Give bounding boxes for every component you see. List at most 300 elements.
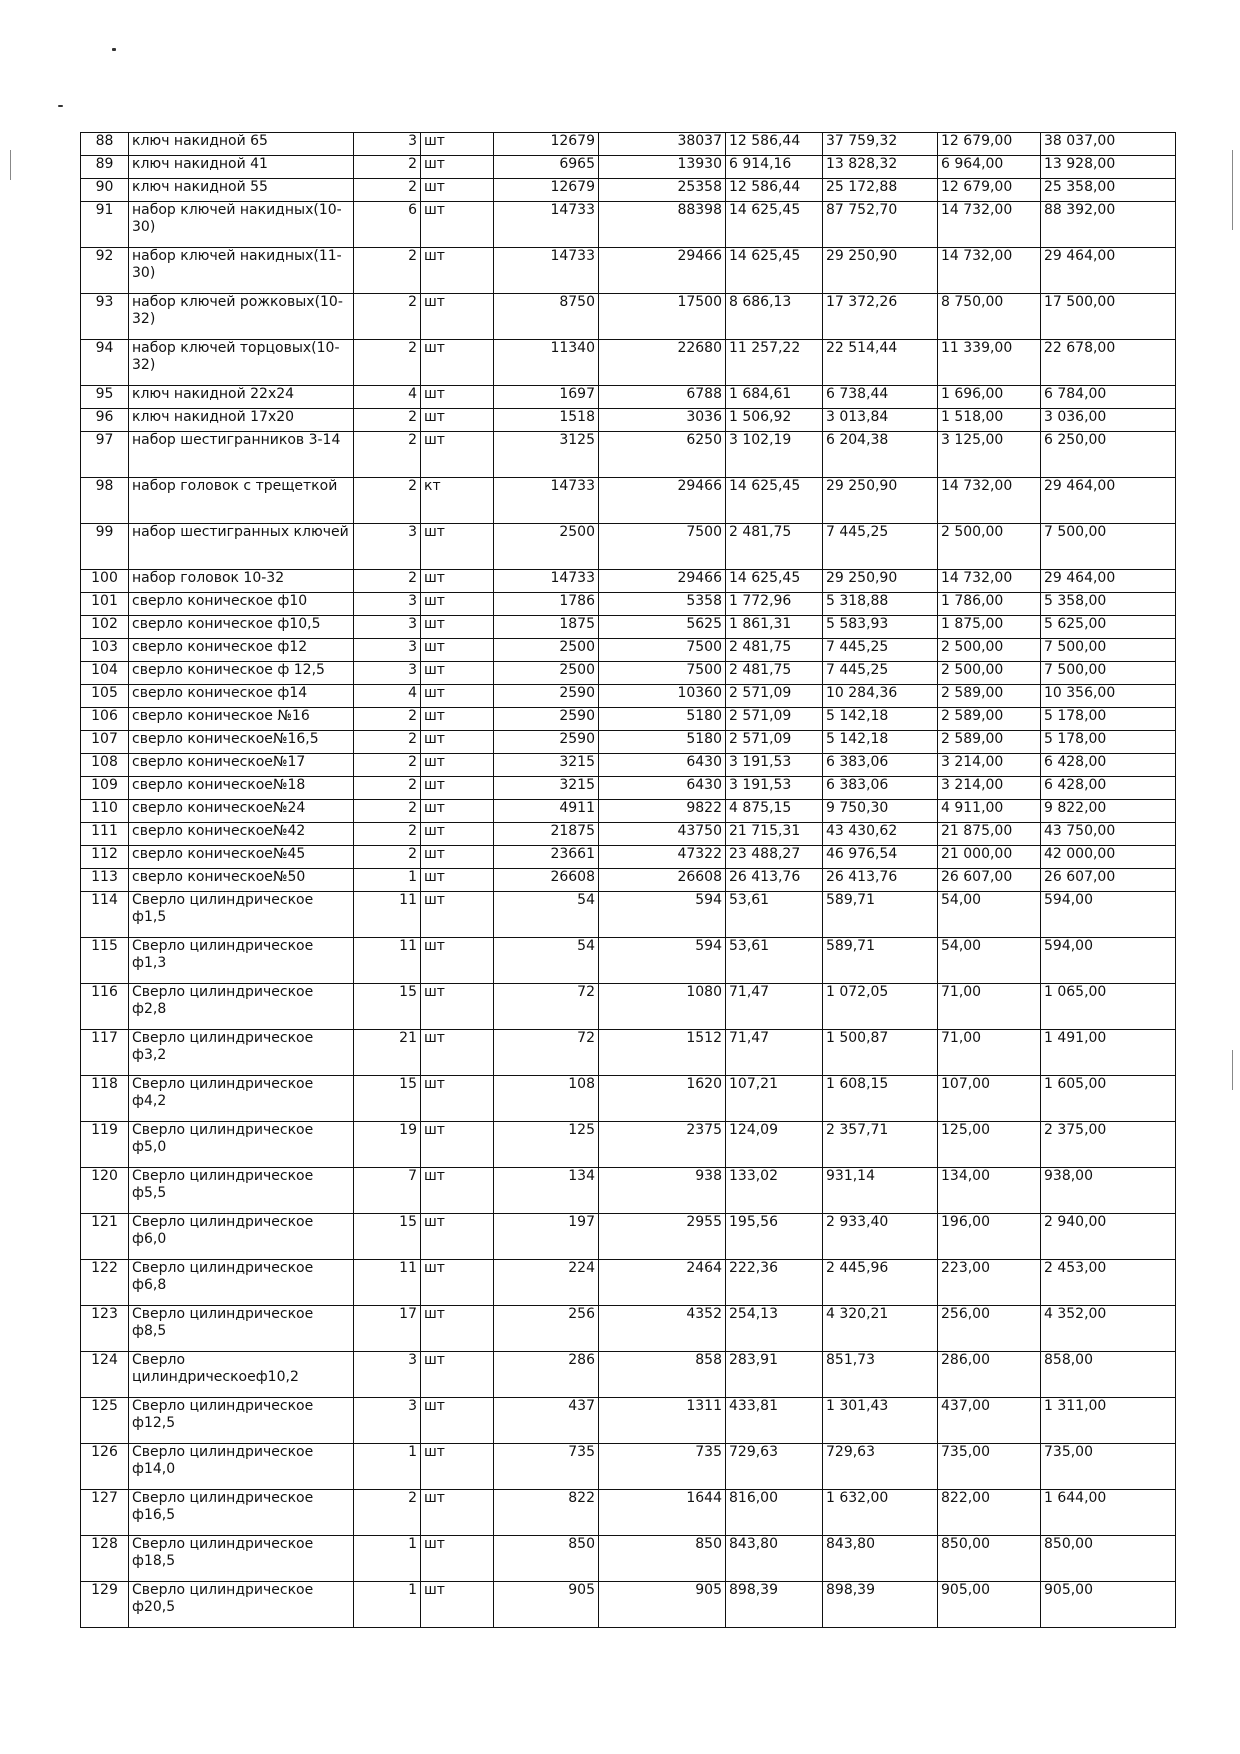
- sum-cell: 4352: [599, 1306, 726, 1352]
- price-2-cell: 2 571,09: [726, 708, 823, 731]
- sum-cell: 29466: [599, 570, 726, 593]
- price-3-cell: 3 214,00: [938, 754, 1041, 777]
- sum-2-cell: 5 142,18: [823, 731, 938, 754]
- price-3-cell: 134,00: [938, 1168, 1041, 1214]
- price-cell: 3125: [494, 432, 599, 478]
- price-2-cell: 3 191,53: [726, 777, 823, 800]
- price-cell: 6965: [494, 156, 599, 179]
- item-name-cell: сверло коническое№18: [129, 777, 354, 800]
- sum-cell: 5180: [599, 731, 726, 754]
- price-2-cell: 2 571,09: [726, 685, 823, 708]
- sum-cell: 2464: [599, 1260, 726, 1306]
- unit-cell: шт: [421, 938, 494, 984]
- quantity-cell: 2: [354, 248, 421, 294]
- unit-cell: шт: [421, 1030, 494, 1076]
- sum-3-cell: 594,00: [1041, 892, 1176, 938]
- item-name-cell: сверло коническое№42: [129, 823, 354, 846]
- sum-2-cell: 1 500,87: [823, 1030, 938, 1076]
- item-name-cell: сверло коническое№16,5: [129, 731, 354, 754]
- sum-3-cell: 1 491,00: [1041, 1030, 1176, 1076]
- table-row: [81, 1214, 1176, 1260]
- item-name-cell: набор ключей рожковых(10-32): [129, 294, 354, 340]
- price-2-cell: 3 191,53: [726, 754, 823, 777]
- item-name-cell: сверло коническое№24: [129, 800, 354, 823]
- price-3-cell: 196,00: [938, 1214, 1041, 1260]
- row-number-cell: 100: [81, 570, 129, 593]
- price-3-cell: 2 589,00: [938, 708, 1041, 731]
- price-3-cell: 3 214,00: [938, 777, 1041, 800]
- row-number-cell: 99: [81, 524, 129, 570]
- price-cell: 54: [494, 892, 599, 938]
- price-2-cell: 1 684,61: [726, 386, 823, 409]
- price-3-cell: 26 607,00: [938, 869, 1041, 892]
- price-cell: 54: [494, 938, 599, 984]
- table-row: [81, 1352, 1176, 1398]
- price-cell: 822: [494, 1490, 599, 1536]
- sum-2-cell: 5 318,88: [823, 593, 938, 616]
- sum-2-cell: 7 445,25: [823, 524, 938, 570]
- unit-cell: шт: [421, 662, 494, 685]
- table-row: [81, 156, 1176, 179]
- item-name-cell: набор ключей накидных(10-30): [129, 202, 354, 248]
- row-number-cell: 93: [81, 294, 129, 340]
- sum-cell: 594: [599, 892, 726, 938]
- row-number-cell: 118: [81, 1076, 129, 1122]
- scan-edge-mark: [10, 150, 11, 180]
- row-number-cell: 111: [81, 823, 129, 846]
- price-2-cell: 26 413,76: [726, 869, 823, 892]
- sum-3-cell: 850,00: [1041, 1536, 1176, 1582]
- sum-cell: 3036: [599, 409, 726, 432]
- sum-cell: 38037: [599, 133, 726, 156]
- sum-2-cell: 3 013,84: [823, 409, 938, 432]
- price-3-cell: 1 518,00: [938, 409, 1041, 432]
- item-name-cell: Сверло цилиндрическое ф2,8: [129, 984, 354, 1030]
- price-cell: 1786: [494, 593, 599, 616]
- item-name-cell: сверло коническое№45: [129, 846, 354, 869]
- sum-3-cell: 858,00: [1041, 1352, 1176, 1398]
- quantity-cell: 4: [354, 386, 421, 409]
- sum-3-cell: 5 625,00: [1041, 616, 1176, 639]
- price-2-cell: 71,47: [726, 984, 823, 1030]
- row-number-cell: 120: [81, 1168, 129, 1214]
- price-3-cell: 1 875,00: [938, 616, 1041, 639]
- sum-cell: 1311: [599, 1398, 726, 1444]
- scan-speck: [58, 105, 63, 107]
- sum-cell: 1512: [599, 1030, 726, 1076]
- sum-3-cell: 5 178,00: [1041, 708, 1176, 731]
- table-row: [81, 1490, 1176, 1536]
- price-cell: 256: [494, 1306, 599, 1352]
- sum-2-cell: 6 204,38: [823, 432, 938, 478]
- item-name-cell: Сверло цилиндрическое ф14,0: [129, 1444, 354, 1490]
- sum-3-cell: 2 375,00: [1041, 1122, 1176, 1168]
- price-3-cell: 437,00: [938, 1398, 1041, 1444]
- item-name-cell: набор шестигранников 3-14: [129, 432, 354, 478]
- quantity-cell: 1: [354, 1582, 421, 1628]
- sum-cell: 850: [599, 1536, 726, 1582]
- price-cell: 286: [494, 1352, 599, 1398]
- sum-2-cell: 2 933,40: [823, 1214, 938, 1260]
- item-name-cell: сверло коническое ф10: [129, 593, 354, 616]
- quantity-cell: 2: [354, 708, 421, 731]
- sum-cell: 13930: [599, 156, 726, 179]
- row-number-cell: 95: [81, 386, 129, 409]
- item-name-cell: ключ накидной 22х24: [129, 386, 354, 409]
- sum-2-cell: 26 413,76: [823, 869, 938, 892]
- table-row: [81, 593, 1176, 616]
- item-name-cell: сверло коническое ф10,5: [129, 616, 354, 639]
- row-number-cell: 104: [81, 662, 129, 685]
- unit-cell: шт: [421, 1444, 494, 1490]
- price-cell: 12679: [494, 179, 599, 202]
- table-body: [81, 133, 1176, 1628]
- sum-3-cell: 26 607,00: [1041, 869, 1176, 892]
- unit-cell: шт: [421, 340, 494, 386]
- price-2-cell: 2 481,75: [726, 524, 823, 570]
- unit-cell: шт: [421, 524, 494, 570]
- sum-3-cell: 6 784,00: [1041, 386, 1176, 409]
- quantity-cell: 3: [354, 133, 421, 156]
- price-3-cell: 54,00: [938, 938, 1041, 984]
- sum-cell: 5180: [599, 708, 726, 731]
- unit-cell: шт: [421, 869, 494, 892]
- quantity-cell: 1: [354, 869, 421, 892]
- price-2-cell: 2 481,75: [726, 639, 823, 662]
- row-number-cell: 125: [81, 1398, 129, 1444]
- table-row: [81, 1582, 1176, 1628]
- sum-cell: 47322: [599, 846, 726, 869]
- price-2-cell: 14 625,45: [726, 248, 823, 294]
- row-number-cell: 121: [81, 1214, 129, 1260]
- row-number-cell: 103: [81, 639, 129, 662]
- unit-cell: шт: [421, 294, 494, 340]
- sum-2-cell: 1 072,05: [823, 984, 938, 1030]
- sum-3-cell: 13 928,00: [1041, 156, 1176, 179]
- sum-cell: 1620: [599, 1076, 726, 1122]
- price-3-cell: 256,00: [938, 1306, 1041, 1352]
- sum-2-cell: 7 445,25: [823, 662, 938, 685]
- price-2-cell: 133,02: [726, 1168, 823, 1214]
- price-cell: 23661: [494, 846, 599, 869]
- unit-cell: шт: [421, 800, 494, 823]
- unit-cell: шт: [421, 179, 494, 202]
- price-2-cell: 433,81: [726, 1398, 823, 1444]
- sum-3-cell: 29 464,00: [1041, 248, 1176, 294]
- sum-3-cell: 735,00: [1041, 1444, 1176, 1490]
- sum-2-cell: 843,80: [823, 1536, 938, 1582]
- quantity-cell: 2: [354, 754, 421, 777]
- quantity-cell: 3: [354, 639, 421, 662]
- sum-3-cell: 17 500,00: [1041, 294, 1176, 340]
- unit-cell: шт: [421, 777, 494, 800]
- unit-cell: шт: [421, 202, 494, 248]
- price-2-cell: 12 586,44: [726, 179, 823, 202]
- price-2-cell: 107,21: [726, 1076, 823, 1122]
- sum-cell: 7500: [599, 639, 726, 662]
- sum-3-cell: 38 037,00: [1041, 133, 1176, 156]
- price-3-cell: 223,00: [938, 1260, 1041, 1306]
- row-number-cell: 126: [81, 1444, 129, 1490]
- sum-3-cell: 3 036,00: [1041, 409, 1176, 432]
- table-row: [81, 248, 1176, 294]
- price-2-cell: 843,80: [726, 1536, 823, 1582]
- item-name-cell: набор головок 10-32: [129, 570, 354, 593]
- item-name-cell: набор ключей торцовых(10-32): [129, 340, 354, 386]
- sum-3-cell: 7 500,00: [1041, 524, 1176, 570]
- price-3-cell: 125,00: [938, 1122, 1041, 1168]
- sum-2-cell: 589,71: [823, 892, 938, 938]
- unit-cell: шт: [421, 1398, 494, 1444]
- quantity-cell: 3: [354, 524, 421, 570]
- sum-cell: 5625: [599, 616, 726, 639]
- item-name-cell: набор шестигранных ключей: [129, 524, 354, 570]
- unit-cell: шт: [421, 432, 494, 478]
- row-number-cell: 128: [81, 1536, 129, 1582]
- sum-cell: 26608: [599, 869, 726, 892]
- quantity-cell: 3: [354, 1398, 421, 1444]
- sum-cell: 594: [599, 938, 726, 984]
- row-number-cell: 102: [81, 616, 129, 639]
- quantity-cell: 2: [354, 731, 421, 754]
- sum-3-cell: 938,00: [1041, 1168, 1176, 1214]
- table-row: [81, 846, 1176, 869]
- price-cell: 1875: [494, 616, 599, 639]
- price-2-cell: 2 481,75: [726, 662, 823, 685]
- price-2-cell: 124,09: [726, 1122, 823, 1168]
- unit-cell: шт: [421, 708, 494, 731]
- table-row: [81, 478, 1176, 524]
- price-cell: 3215: [494, 777, 599, 800]
- sum-cell: 7500: [599, 662, 726, 685]
- price-2-cell: 283,91: [726, 1352, 823, 1398]
- sum-2-cell: 1 608,15: [823, 1076, 938, 1122]
- item-name-cell: Сверло цилиндрическое ф20,5: [129, 1582, 354, 1628]
- sum-2-cell: 46 976,54: [823, 846, 938, 869]
- scan-speck: [112, 48, 116, 51]
- quantity-cell: 19: [354, 1122, 421, 1168]
- quantity-cell: 2: [354, 409, 421, 432]
- table-row: [81, 133, 1176, 156]
- unit-cell: шт: [421, 616, 494, 639]
- price-cell: 14733: [494, 478, 599, 524]
- sum-cell: 22680: [599, 340, 726, 386]
- price-3-cell: 8 750,00: [938, 294, 1041, 340]
- quantity-cell: 2: [354, 156, 421, 179]
- row-number-cell: 90: [81, 179, 129, 202]
- table-row: [81, 938, 1176, 984]
- sum-3-cell: 1 605,00: [1041, 1076, 1176, 1122]
- row-number-cell: 129: [81, 1582, 129, 1628]
- price-cell: 2590: [494, 708, 599, 731]
- sum-2-cell: 10 284,36: [823, 685, 938, 708]
- item-name-cell: набор ключей накидных(11-30): [129, 248, 354, 294]
- item-name-cell: сверло коническое ф 12,5: [129, 662, 354, 685]
- unit-cell: шт: [421, 892, 494, 938]
- unit-cell: шт: [421, 570, 494, 593]
- table-row: [81, 409, 1176, 432]
- sum-3-cell: 1 644,00: [1041, 1490, 1176, 1536]
- quantity-cell: 21: [354, 1030, 421, 1076]
- price-3-cell: 1 786,00: [938, 593, 1041, 616]
- quantity-cell: 2: [354, 432, 421, 478]
- row-number-cell: 116: [81, 984, 129, 1030]
- item-name-cell: сверло коническое ф12: [129, 639, 354, 662]
- item-name-cell: Сверло цилиндрическоеф10,2: [129, 1352, 354, 1398]
- table-row: [81, 1260, 1176, 1306]
- row-number-cell: 96: [81, 409, 129, 432]
- sum-2-cell: 2 445,96: [823, 1260, 938, 1306]
- price-3-cell: 21 000,00: [938, 846, 1041, 869]
- quantity-cell: 15: [354, 984, 421, 1030]
- row-number-cell: 124: [81, 1352, 129, 1398]
- sum-cell: 858: [599, 1352, 726, 1398]
- sum-2-cell: 87 752,70: [823, 202, 938, 248]
- table-row: [81, 1076, 1176, 1122]
- price-cell: 1697: [494, 386, 599, 409]
- item-name-cell: Сверло цилиндрическое ф6,0: [129, 1214, 354, 1260]
- unit-cell: шт: [421, 1122, 494, 1168]
- table-row: [81, 1444, 1176, 1490]
- sum-2-cell: 729,63: [823, 1444, 938, 1490]
- sum-3-cell: 6 428,00: [1041, 777, 1176, 800]
- price-2-cell: 4 875,15: [726, 800, 823, 823]
- price-cell: 125: [494, 1122, 599, 1168]
- price-3-cell: 12 679,00: [938, 179, 1041, 202]
- price-3-cell: 14 732,00: [938, 202, 1041, 248]
- table-row: [81, 869, 1176, 892]
- row-number-cell: 89: [81, 156, 129, 179]
- sum-2-cell: 43 430,62: [823, 823, 938, 846]
- item-name-cell: Сверло цилиндрическое ф5,5: [129, 1168, 354, 1214]
- sum-cell: 905: [599, 1582, 726, 1628]
- price-cell: 1518: [494, 409, 599, 432]
- sum-2-cell: 6 383,06: [823, 777, 938, 800]
- quantity-cell: 3: [354, 593, 421, 616]
- price-2-cell: 53,61: [726, 892, 823, 938]
- unit-cell: шт: [421, 685, 494, 708]
- sum-2-cell: 931,14: [823, 1168, 938, 1214]
- price-cell: 197: [494, 1214, 599, 1260]
- table-row: [81, 386, 1176, 409]
- table-row: [81, 202, 1176, 248]
- sum-cell: 1080: [599, 984, 726, 1030]
- table-row: [81, 294, 1176, 340]
- sum-2-cell: 6 383,06: [823, 754, 938, 777]
- unit-cell: шт: [421, 593, 494, 616]
- unit-cell: шт: [421, 731, 494, 754]
- price-cell: 26608: [494, 869, 599, 892]
- unit-cell: шт: [421, 386, 494, 409]
- table-row: [81, 708, 1176, 731]
- sum-2-cell: 851,73: [823, 1352, 938, 1398]
- price-3-cell: 11 339,00: [938, 340, 1041, 386]
- unit-cell: шт: [421, 1490, 494, 1536]
- row-number-cell: 98: [81, 478, 129, 524]
- row-number-cell: 91: [81, 202, 129, 248]
- table-row: [81, 616, 1176, 639]
- price-3-cell: 54,00: [938, 892, 1041, 938]
- item-name-cell: Сверло цилиндрическое ф5,0: [129, 1122, 354, 1168]
- sum-cell: 1644: [599, 1490, 726, 1536]
- sum-2-cell: 29 250,90: [823, 478, 938, 524]
- sum-3-cell: 42 000,00: [1041, 846, 1176, 869]
- sum-3-cell: 9 822,00: [1041, 800, 1176, 823]
- price-3-cell: 2 589,00: [938, 731, 1041, 754]
- item-name-cell: сверло коническое№50: [129, 869, 354, 892]
- quantity-cell: 3: [354, 616, 421, 639]
- price-3-cell: 71,00: [938, 984, 1041, 1030]
- sum-3-cell: 10 356,00: [1041, 685, 1176, 708]
- quantity-cell: 2: [354, 1490, 421, 1536]
- price-cell: 8750: [494, 294, 599, 340]
- unit-cell: шт: [421, 248, 494, 294]
- sum-3-cell: 25 358,00: [1041, 179, 1176, 202]
- table-row: [81, 1306, 1176, 1352]
- price-cell: 14733: [494, 248, 599, 294]
- table-row: [81, 639, 1176, 662]
- sum-2-cell: 4 320,21: [823, 1306, 938, 1352]
- sum-cell: 25358: [599, 179, 726, 202]
- sum-2-cell: 1 632,00: [823, 1490, 938, 1536]
- sum-3-cell: 4 352,00: [1041, 1306, 1176, 1352]
- unit-cell: шт: [421, 639, 494, 662]
- row-number-cell: 92: [81, 248, 129, 294]
- sum-2-cell: 29 250,90: [823, 248, 938, 294]
- table-row: [81, 1398, 1176, 1444]
- price-2-cell: 2 571,09: [726, 731, 823, 754]
- price-2-cell: 729,63: [726, 1444, 823, 1490]
- sum-3-cell: 22 678,00: [1041, 340, 1176, 386]
- sum-2-cell: 589,71: [823, 938, 938, 984]
- price-cell: 14733: [494, 570, 599, 593]
- price-3-cell: 107,00: [938, 1076, 1041, 1122]
- price-3-cell: 21 875,00: [938, 823, 1041, 846]
- sum-cell: 88398: [599, 202, 726, 248]
- price-cell: 12679: [494, 133, 599, 156]
- table-row: [81, 754, 1176, 777]
- sum-cell: 17500: [599, 294, 726, 340]
- quantity-cell: 2: [354, 294, 421, 340]
- sum-3-cell: 6 250,00: [1041, 432, 1176, 478]
- sum-3-cell: 2 453,00: [1041, 1260, 1176, 1306]
- sum-3-cell: 7 500,00: [1041, 639, 1176, 662]
- item-name-cell: Сверло цилиндрическое ф16,5: [129, 1490, 354, 1536]
- sum-3-cell: 88 392,00: [1041, 202, 1176, 248]
- sum-2-cell: 22 514,44: [823, 340, 938, 386]
- price-3-cell: 14 732,00: [938, 570, 1041, 593]
- table-row: [81, 1030, 1176, 1076]
- sum-2-cell: 13 828,32: [823, 156, 938, 179]
- price-3-cell: 1 696,00: [938, 386, 1041, 409]
- sum-2-cell: 17 372,26: [823, 294, 938, 340]
- price-2-cell: 898,39: [726, 1582, 823, 1628]
- price-cell: 735: [494, 1444, 599, 1490]
- price-2-cell: 6 914,16: [726, 156, 823, 179]
- quantity-cell: 6: [354, 202, 421, 248]
- price-cell: 850: [494, 1536, 599, 1582]
- unit-cell: шт: [421, 1536, 494, 1582]
- sum-2-cell: 37 759,32: [823, 133, 938, 156]
- sum-3-cell: 2 940,00: [1041, 1214, 1176, 1260]
- unit-cell: шт: [421, 133, 494, 156]
- quantity-cell: 2: [354, 823, 421, 846]
- items-table: [80, 132, 1176, 1628]
- quantity-cell: 11: [354, 1260, 421, 1306]
- price-2-cell: 222,36: [726, 1260, 823, 1306]
- quantity-cell: 2: [354, 777, 421, 800]
- price-cell: 72: [494, 1030, 599, 1076]
